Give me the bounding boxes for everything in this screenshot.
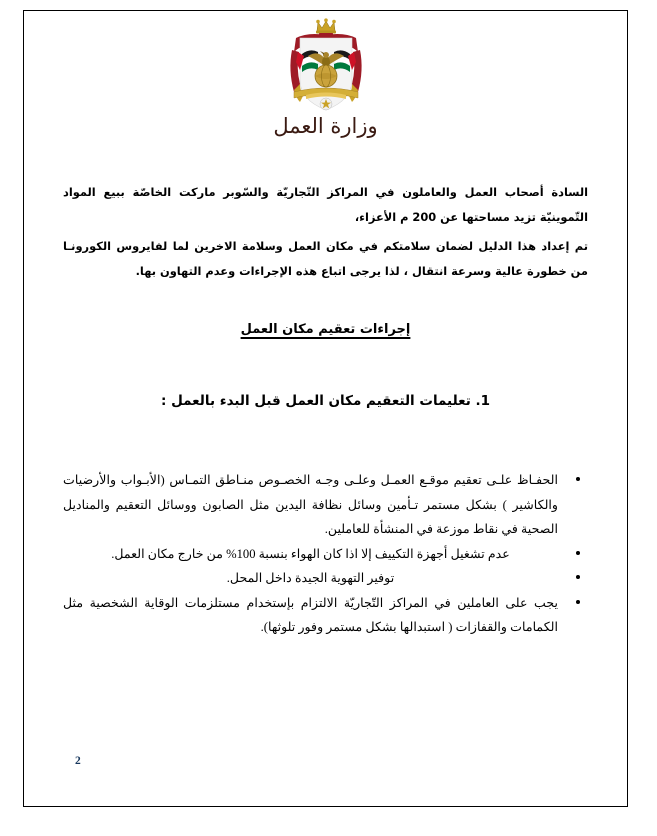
numbered-heading-1: 1. تعليمات التعقيم مكان العمل قبل البدء بالعمل : (160, 393, 491, 409)
letterhead (23, 18, 628, 138)
instructions-list (63, 468, 588, 640)
intro-paragraph-1: السادة أصحاب العمل والعاملون في المراكز التّجاريّة والسّوبر ماركت الخاصّة ببيع المواد التّموينيّة تزيد مساحتها عن 200 م الأعزاء، (63, 185, 588, 224)
section-heading (63, 322, 588, 337)
list-item-text: عدم تشغيل أجهزة التكييف إلا اذا كان الهواء بنسبة 100% من خارج مكان العمل. (111, 546, 510, 561)
list-item (63, 542, 588, 567)
list-item (63, 468, 588, 542)
intro-paragraph-2: تم إعداد هذا الدليل لضمان سلامتكم في مكان العمل وسلامة الاخرين لما لفايروس الكورونـا من خطورة عالية وسرعة انتقال ، لذا يرجى اتباع هذه الإجراءات وعدم التهاون بها. (63, 239, 588, 278)
bullet-dot-icon (576, 551, 580, 555)
jordan-coat-of-arms-icon (278, 18, 374, 116)
section-heading-text: إجراءات تعقيم مكان العمل (240, 322, 411, 337)
list-item-text: الحفـاظ علـى تعقيم موقـع العمـل وعلـى وجـه الخصـوص منـاطق التمـاس (الأبـواب والأرضيات والكاشير ) بشكل مستمر تـأمين وسائل نظافة اليدين مثل الصابون ووسائل التعقيم والمناديل الصحية في نقاط موزعة في المنشأة للعاملين. (63, 473, 558, 536)
page-number: 2 (75, 755, 81, 767)
list-item-text: يجب على العاملين في المراكز التّجاريّة الالتزام بإستخدام مستلزمات الوقاية الشخصية مثل الكمامات والقفازات ( استبدالها بشكل مستمر وفور تلوثها). (63, 595, 558, 634)
list-item-text: توفير التهوية الجيدة داخل المحل. (226, 571, 395, 585)
ministry-name: وزارة العمل (273, 114, 378, 138)
bullet-dot-icon (576, 477, 580, 481)
bullet-dot-icon (576, 575, 580, 579)
list-item (63, 566, 588, 591)
page-content (23, 10, 628, 807)
bullet-dot-icon (576, 600, 580, 604)
list-item (63, 591, 588, 640)
